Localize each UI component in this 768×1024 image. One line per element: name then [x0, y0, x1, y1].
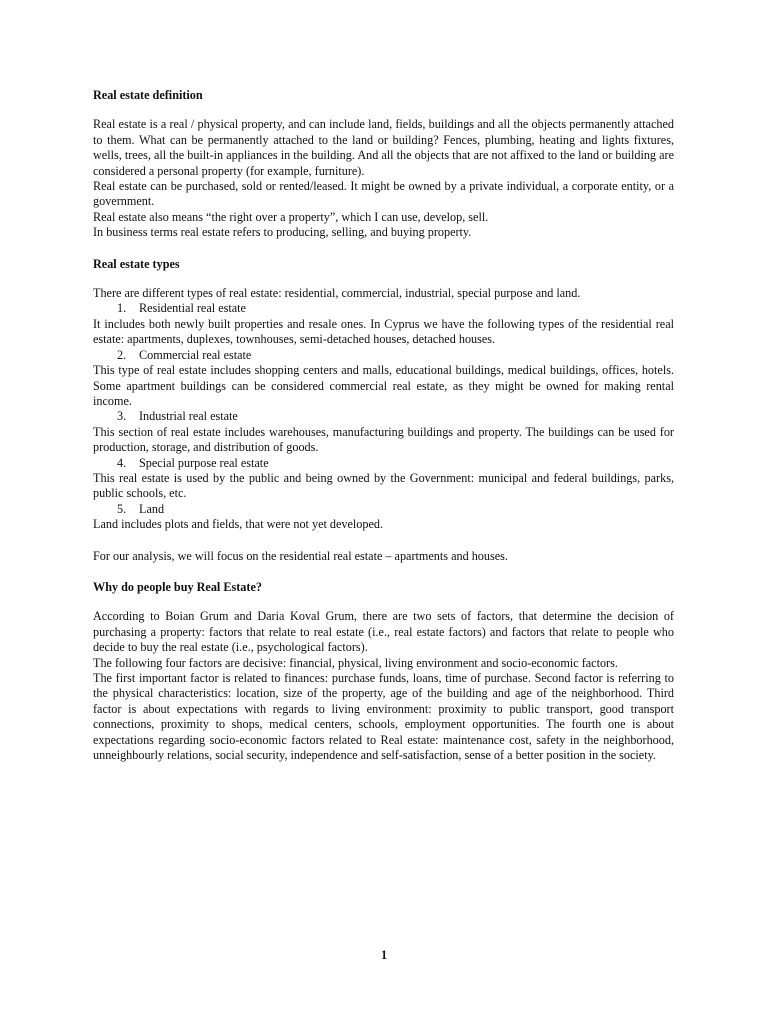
list-item: [93, 348, 674, 363]
list-item: [93, 502, 674, 517]
section-heading-types: Real estate types: [93, 256, 180, 271]
list-item-text: This real estate is used by the public and being owned by the Government: municipal and federal buildings, parks, public schools, etc.: [93, 470, 674, 501]
list-item-text: This section of real estate includes warehouses, manufacturing buildings and property. The buildings can be used for production, storage, and distribution of goods.: [93, 424, 674, 455]
list-item-number: 2.: [117, 347, 127, 362]
section-heading-why: Why do people buy Real Estate?: [93, 579, 262, 594]
list-item-number: 5.: [117, 501, 127, 516]
list-item-label: Commercial real estate: [139, 347, 252, 362]
section-heading-definition: Real estate definition: [93, 88, 203, 102]
list-item-text: Land includes plots and fields, that were not yet developed.: [93, 517, 384, 532]
why-paragraph: The following four factors are decisive: financial, physical, living environment and socio-economic factors.: [93, 655, 618, 670]
why-paragraph: The first important factor is related to finances: purchase funds, loans, time of purchase. Second factor is referring to the physical characteristics: location, size of the property, age of the building and age of the neighborhood. Third factor is about expectations with regards to living environment: proximity to public transport, good transport connections, proximity to shops, medical centers, schools, employment opportunities. The fourth one is about expectations regarding socio-economic factors related to Real estate: maintenance cost, safety in the neighborhood, unneighbourly relations, social security, independence and self-satisfaction, sense of a better position in the society.: [93, 671, 674, 763]
definition-paragraph: Real estate also means “the right over a property”, which I can use, develop, sell.: [93, 209, 489, 224]
list-item-label: Special purpose real estate: [139, 455, 269, 470]
list-item: [93, 409, 674, 424]
list-item-text: This type of real estate includes shopping centers and malls, educational buildings, medical buildings, offices, hotels. Some apartment buildings can be considered commercial real estate, as they might be owned for making rental income.: [93, 363, 674, 408]
types-outro: For our analysis, we will focus on the residential real estate – apartments and houses.: [93, 548, 508, 563]
list-item-label: Residential real estate: [139, 301, 246, 316]
definition-paragraph: In business terms real estate refers to producing, selling, and buying property.: [93, 225, 472, 240]
page-number: 1: [380, 948, 388, 962]
document-page: [93, 88, 674, 763]
list-item-label: Land: [139, 501, 165, 516]
list-item: [93, 456, 674, 471]
list-item-number: 1.: [117, 301, 127, 316]
definition-paragraph: Real estate is a real / physical property, and can include land, fields, buildings and all the objects permanently attached to them. What can be permanently attached to the land or building? Fences, plumbing, heating and lights fixtures, wells, trees, all the built-in appliances in the building. And all the objects that are not affixed to the land or building are considered a personal property (for example, furniture).: [93, 117, 674, 178]
list-item: [93, 301, 674, 316]
list-item-label: Industrial real estate: [139, 409, 238, 424]
why-paragraph: According to Boian Grum and Daria Koval Grum, there are two sets of factors, that determine the decision of purchasing a property: factors that relate to real estate (i.e., real estate factors) and factors that relate to people who decide to buy the real estate (i.e., psychological factors).: [93, 609, 674, 655]
list-item-text: It includes both newly built properties and resale ones. In Cyprus we have the following types of the residential real estate: apartments, duplexes, townhouses, semi-detached houses, detached houses.: [93, 316, 674, 347]
list-item-number: 4.: [117, 455, 127, 470]
types-intro: There are different types of real estate: residential, commercial, industrial, special purpose and land.: [93, 286, 581, 301]
definition-paragraph: Real estate can be purchased, sold or rented/leased. It might be owned by a private individual, a corporate entity, or a government.: [93, 179, 674, 209]
list-item-number: 3.: [117, 409, 127, 424]
